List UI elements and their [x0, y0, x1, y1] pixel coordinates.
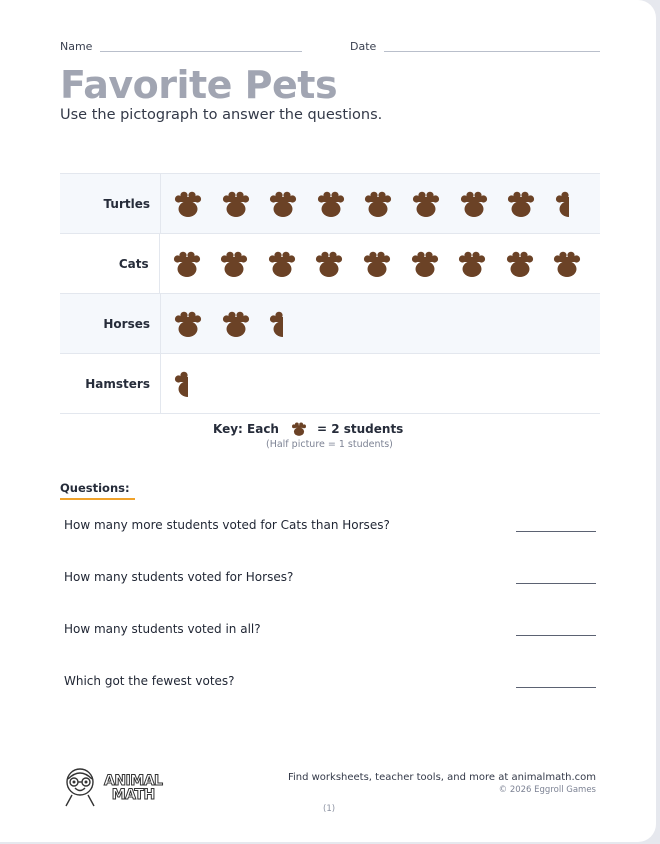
- mascot-icon: [60, 765, 100, 811]
- row-icons: [160, 174, 600, 233]
- paw-print-icon: [221, 189, 251, 219]
- pictograph-key: [213, 421, 403, 437]
- row-icons: [160, 354, 600, 413]
- answer-line-2[interactable]: [516, 583, 596, 584]
- paw-print-icon: [506, 189, 536, 219]
- half-paw-print-icon: [173, 369, 188, 399]
- pictograph-row-cats: [60, 234, 600, 294]
- paw-print-icon: [172, 249, 202, 279]
- questions-heading: Questions:: [60, 481, 135, 500]
- logo-line-1: ANIMAL: [104, 773, 163, 789]
- answer-line-3[interactable]: [516, 635, 596, 636]
- name-label: Name: [60, 40, 93, 53]
- paw-print-icon: [314, 249, 344, 279]
- date-line[interactable]: [384, 51, 600, 52]
- row-label: Horses: [103, 316, 150, 331]
- row-label: Hamsters: [85, 376, 150, 391]
- name-line[interactable]: [100, 51, 302, 52]
- pictograph-row-hamsters: [60, 354, 600, 414]
- paw-print-icon: [173, 189, 203, 219]
- paw-print-icon: [268, 189, 298, 219]
- paw-print-icon: [459, 189, 489, 219]
- half-paw-print-icon: [554, 189, 569, 219]
- paw-print-icon: [505, 249, 535, 279]
- pictograph: [60, 173, 600, 414]
- row-label: Cats: [118, 256, 149, 271]
- key-note: (Half picture = 1 students): [266, 439, 393, 450]
- paw-print-icon: [363, 189, 393, 219]
- footer-promo: Find worksheets, teacher tools, and more at animalmath.com: [287, 772, 596, 783]
- paw-print-icon: [173, 309, 203, 339]
- paw-print-icon: [267, 249, 297, 279]
- footer-copyright: © 2026 Eggroll Games: [498, 785, 596, 795]
- row-label: Turtles: [103, 196, 150, 211]
- paw-print-icon: [221, 309, 251, 339]
- paw-print-icon: [552, 249, 582, 279]
- answer-line-1[interactable]: [516, 531, 596, 532]
- page-number: (1): [323, 804, 336, 814]
- paw-print-icon: [362, 249, 392, 279]
- half-paw-print-icon: [268, 309, 283, 339]
- answer-line-4[interactable]: [516, 687, 596, 688]
- question-1: How many more students voted for Cats than Horses?: [64, 518, 390, 532]
- paw-print-icon: [219, 249, 249, 279]
- logo-line-2: MATH: [111, 787, 155, 803]
- logo-wordmark: [104, 774, 162, 802]
- date-field[interactable]: [350, 40, 600, 53]
- question-4: Which got the fewest votes?: [64, 674, 235, 688]
- paw-print-icon: [291, 421, 307, 437]
- question-3: How many students voted in all?: [64, 622, 261, 636]
- pictograph-row-turtles: [60, 174, 600, 234]
- animal-math-logo: [60, 765, 162, 811]
- row-icons: [160, 294, 600, 353]
- paw-print-icon: [410, 249, 440, 279]
- key-suffix: = 2 students: [316, 422, 404, 436]
- paw-print-icon: [457, 249, 487, 279]
- page-title: Favorite Pets: [60, 63, 338, 107]
- row-icons: [159, 234, 600, 293]
- key-prefix: Key: Each: [213, 422, 279, 436]
- pictograph-row-horses: [60, 294, 600, 354]
- instructions: Use the pictograph to answer the questions.: [60, 107, 383, 123]
- paw-print-icon: [316, 189, 346, 219]
- paw-print-icon: [411, 189, 441, 219]
- question-2: How many students voted for Horses?: [64, 570, 294, 584]
- date-label: Date: [350, 40, 377, 53]
- name-field[interactable]: [60, 40, 302, 53]
